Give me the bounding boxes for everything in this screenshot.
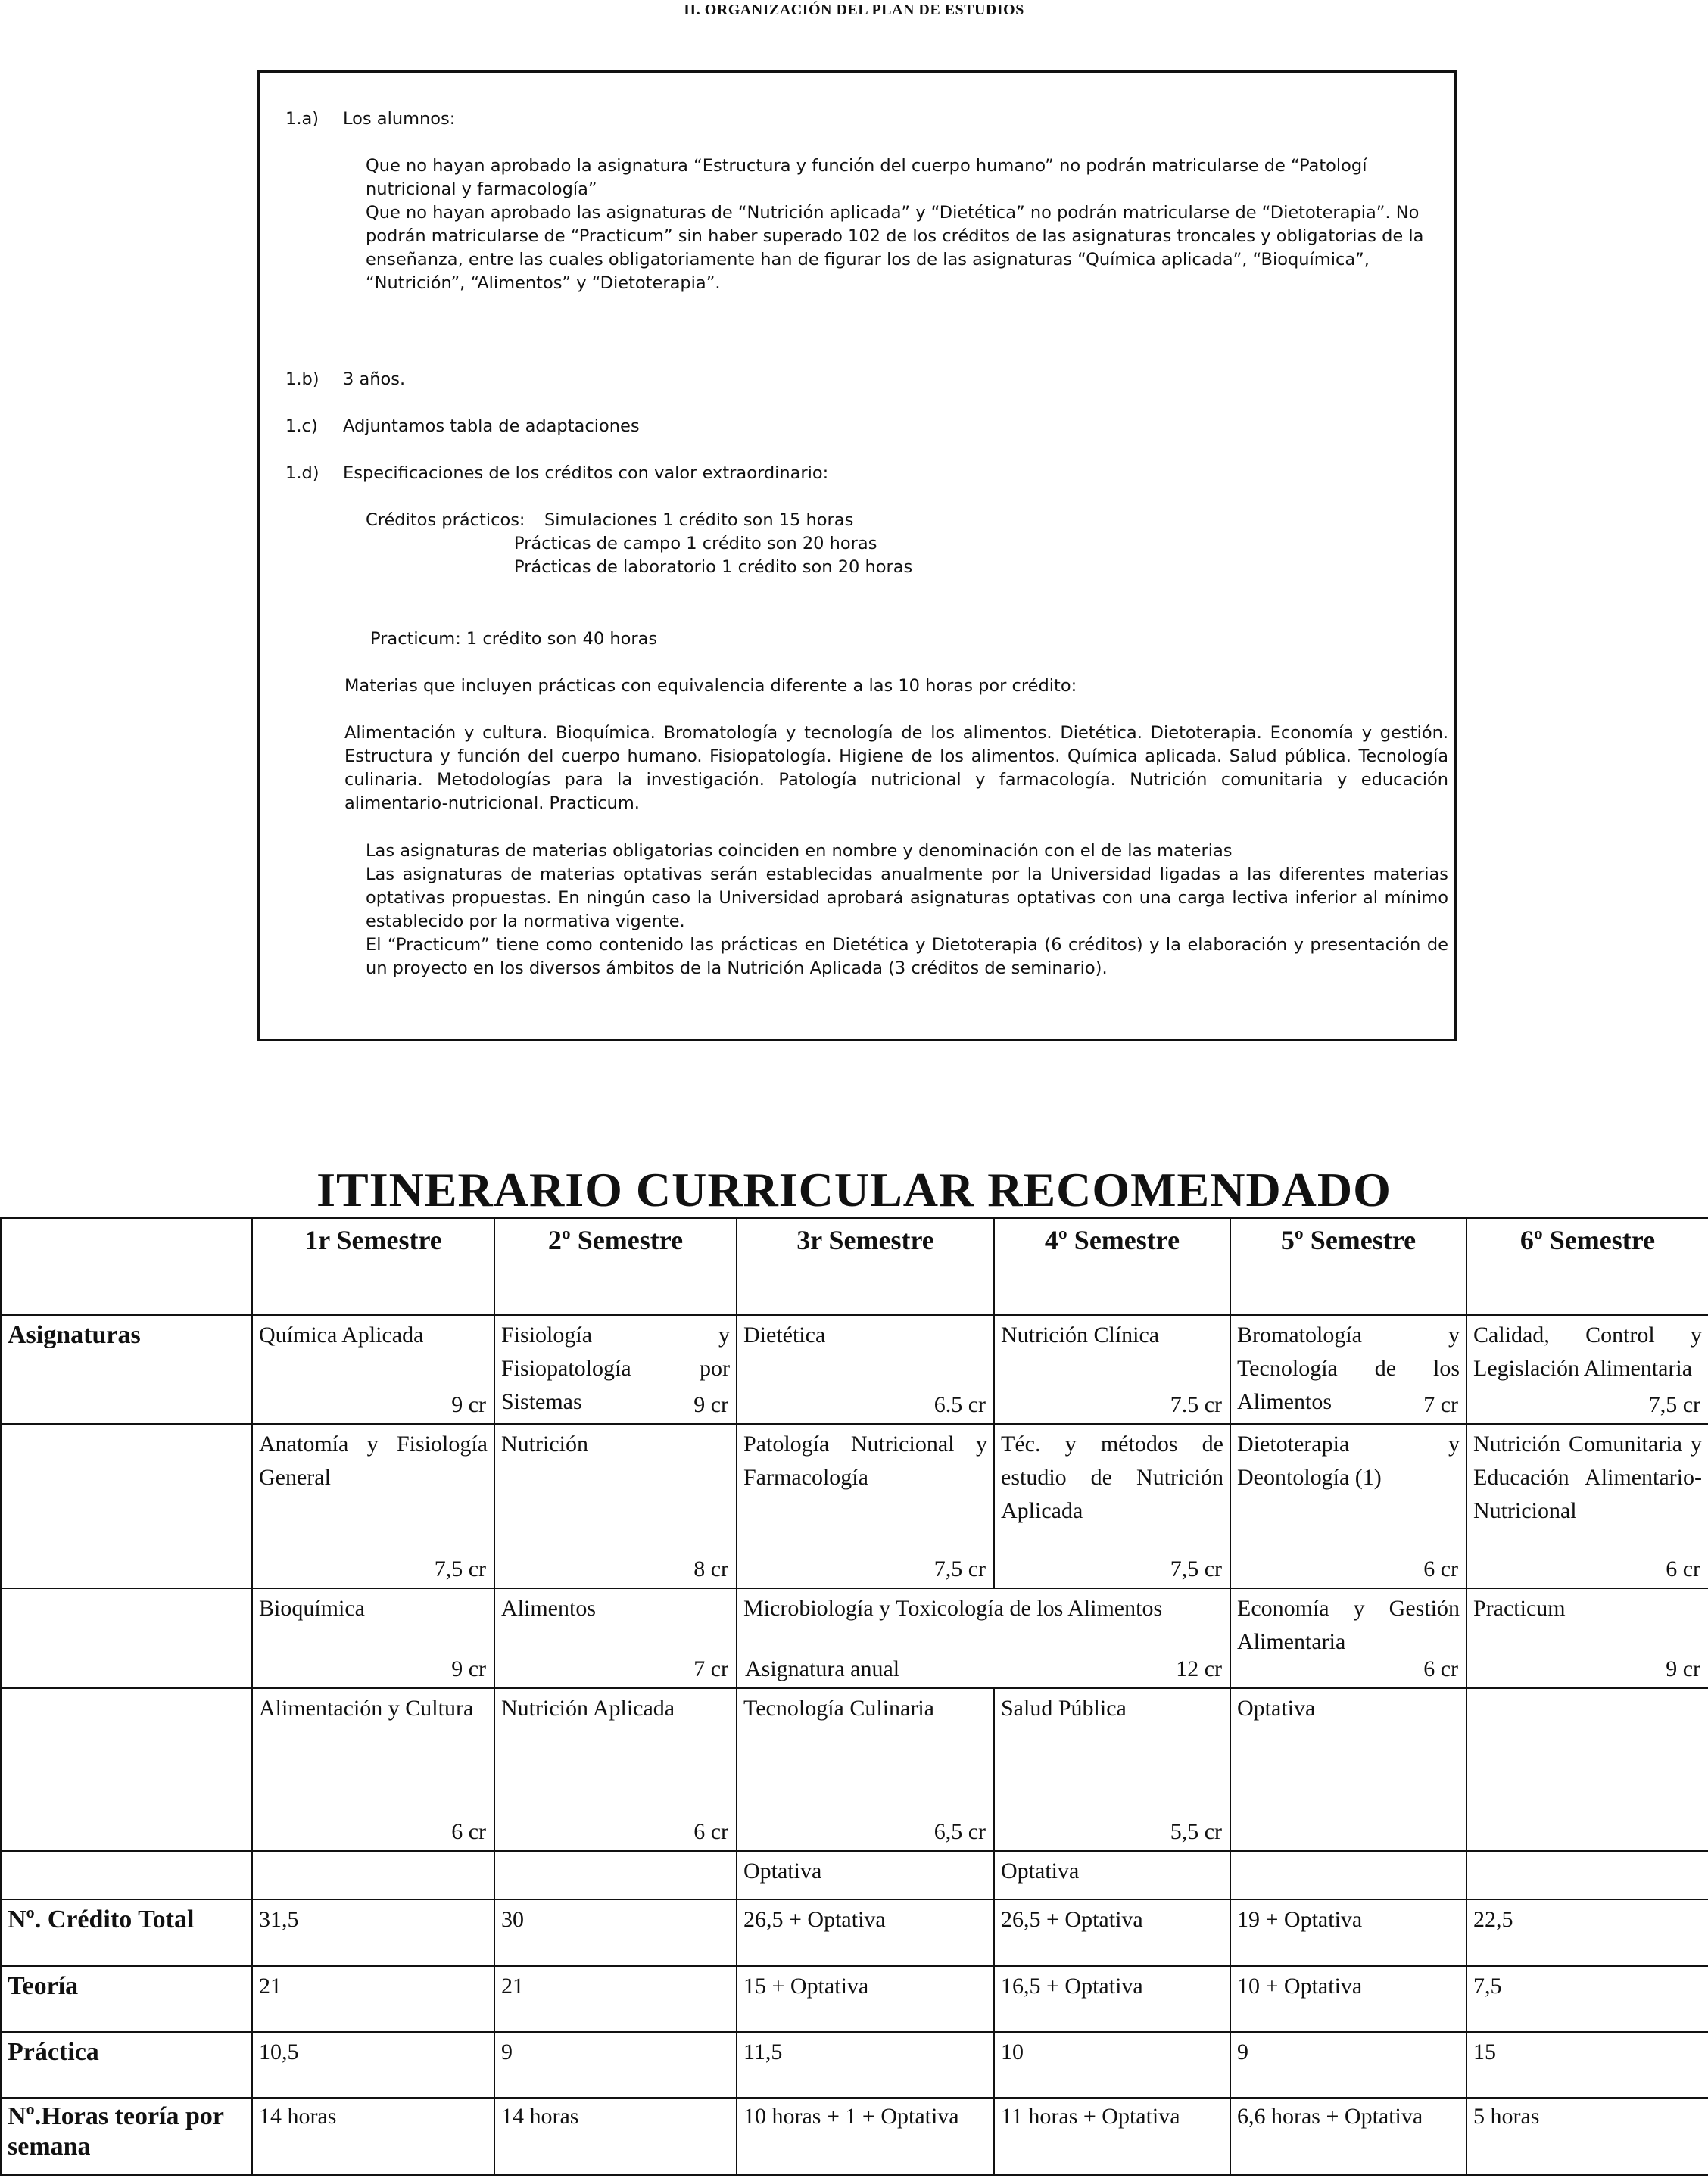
subject-credits: 6 cr <box>1423 1556 1458 1582</box>
annual-note: Asignatura anual <box>745 1656 900 1682</box>
final-line-2: Las asignaturas de materias optativas serán establecidas anualmente por la Universidad ligadas a las diferentes materias optativas propuestas. En ningún caso la Universidad aprobará asignaturas optativas con una carga lectiva inferior al mínimo establecido por la normativa vigente. <box>366 865 1448 931</box>
subject-credits: 6 cr <box>1423 1656 1458 1682</box>
optativa-row <box>1 1851 1708 1900</box>
subject-name: Optativa <box>1237 1696 1316 1722</box>
subject-credits: 9 cr <box>693 1391 728 1417</box>
subject-credits: 7,5 cr <box>933 1556 986 1582</box>
subject-credits: 9 cr <box>451 1656 486 1682</box>
subject-cell <box>1230 1588 1466 1688</box>
subjects-label: Asignaturas <box>1 1315 252 1424</box>
subject-credits: 6,5 cr <box>933 1818 986 1844</box>
subject-credits: 7.5 cr <box>1170 1391 1222 1417</box>
note-d-label: 1.d) <box>285 463 319 483</box>
subject-credits: 12 cr <box>1176 1656 1222 1682</box>
subject-row <box>1 1424 1708 1589</box>
semester-header-row <box>1 1218 1708 1315</box>
final-line-1: Las asignaturas de materias obligatorias coinciden en nombre y denominación con el de las materias <box>366 841 1233 861</box>
practicos-item-1: Simulaciones 1 crédito son 15 horas <box>544 510 854 530</box>
summary-row-horas <box>1 2098 1708 2175</box>
corner-cell <box>1 1218 252 1315</box>
summary-value: 10 horas + 1 + Optativa <box>737 2098 994 2175</box>
semester-header: 5º Semestre <box>1230 1218 1466 1315</box>
summary-value: 10 + Optativa <box>1230 1966 1466 2032</box>
subject-cell <box>252 1688 494 1851</box>
subject-cell <box>1466 1424 1708 1589</box>
summary-value: 14 horas <box>494 2098 737 2175</box>
subject-cell <box>1230 1424 1466 1589</box>
summary-value: 21 <box>252 1966 494 2032</box>
subject-row <box>1 1688 1708 1851</box>
summary-value: 15 + Optativa <box>737 1966 994 2032</box>
summary-value: 26,5 + Optativa <box>994 1899 1230 1965</box>
summary-value: 5 horas <box>1466 2098 1708 2175</box>
summary-value: 7,5 <box>1466 1966 1708 2032</box>
empty-label-cell <box>1 1424 252 1589</box>
summary-value: 11 horas + Optativa <box>994 2098 1230 2175</box>
optativa-cell: Optativa <box>737 1851 994 1900</box>
subject-credits: 6 cr <box>1666 1556 1700 1582</box>
final-line-3: El “Practicum” tiene como contenido las prácticas en Dietética y Dietoterapia (6 créditos) y la elaboración y presentación de un proyecto en los diversos ámbitos de la Nutrición Aplicada (3 créditos de seminario). <box>366 935 1448 978</box>
summary-value: 22,5 <box>1466 1899 1708 1965</box>
optativa-cell <box>1466 1851 1708 1900</box>
optativa-cell: Optativa <box>994 1851 1230 1900</box>
summary-label: Teoría <box>1 1966 252 2032</box>
summary-row-total <box>1 1899 1708 1965</box>
subject-credits: 5,5 cr <box>1170 1818 1222 1844</box>
subject-name: Calidad, Control y Legislación Alimentaria <box>1473 1323 1702 1381</box>
summary-value: 15 <box>1466 2032 1708 2098</box>
annual-subject-cell <box>737 1588 1230 1688</box>
note-c-text: Adjuntamos tabla de adaptaciones <box>343 416 640 436</box>
subject-credits: 7,5 cr <box>1170 1556 1222 1582</box>
curriculum-table <box>0 1217 1708 2176</box>
subject-credits: 6.5 cr <box>933 1391 986 1417</box>
subject-cell <box>737 1688 994 1851</box>
summary-value: 21 <box>494 1966 737 2032</box>
subject-cell <box>1466 1315 1708 1424</box>
summary-value: 26,5 + Optativa <box>737 1899 994 1965</box>
semester-header: 2º Semestre <box>494 1218 737 1315</box>
subject-cell <box>252 1588 494 1688</box>
subject-cell <box>737 1315 994 1424</box>
subject-cell <box>1466 1588 1708 1688</box>
note-b-label: 1.b) <box>285 369 319 389</box>
summary-label: Práctica <box>1 2032 252 2098</box>
subject-credits: 7 cr <box>1423 1391 1458 1417</box>
practicos-item-3: Prácticas de laboratorio 1 crédito son 20 horas <box>514 557 913 577</box>
subject-cell <box>494 1588 737 1688</box>
summary-value: 9 <box>494 2032 737 2098</box>
summary-value: 19 + Optativa <box>1230 1899 1466 1965</box>
semester-header: 3r Semestre <box>737 1218 994 1315</box>
subject-cell <box>1230 1315 1466 1424</box>
summary-value: 11,5 <box>737 2032 994 2098</box>
subject-credits: 7 cr <box>693 1656 728 1682</box>
summary-row-practica <box>1 2032 1708 2098</box>
note-a-line-1: Que no hayan aprobado la asignatura “Estructura y función del cuerpo humano” no podrán matricularse de “Patologí nutricional y farmacología” <box>366 156 1367 199</box>
subject-name: Economía y Gestión Alimentaria <box>1237 1596 1460 1655</box>
empty-label-cell <box>1 1851 252 1900</box>
subject-credits: 9 cr <box>1666 1656 1700 1682</box>
summary-value: 6,6 horas + Optativa <box>1230 2098 1466 2175</box>
summary-value: 14 horas <box>252 2098 494 2175</box>
summary-label: Nº. Crédito Total <box>1 1899 252 1965</box>
subject-name: Nutrición Clínica <box>1001 1323 1160 1348</box>
subject-cell <box>494 1424 737 1589</box>
practicum-note: Practicum: 1 crédito son 40 horas <box>370 629 658 649</box>
materias-intro: Materias que incluyen prácticas con equivalencia diferente a las 10 horas por crédito: <box>344 676 1077 696</box>
practicos-item-2: Prácticas de campo 1 crédito son 20 horas <box>514 534 877 553</box>
subject-name: Química Aplicada <box>259 1323 424 1348</box>
itinerary-title: ITINERARIO CURRICULAR RECOMENDADO <box>316 1163 1392 1217</box>
subject-credits: 6 cr <box>693 1818 728 1844</box>
subject-name: Salud Pública <box>1001 1696 1127 1722</box>
subject-credits: 8 cr <box>693 1556 728 1582</box>
optativa-cell <box>494 1851 737 1900</box>
empty-label-cell <box>1 1688 252 1851</box>
subject-name: Dietética <box>743 1323 826 1348</box>
subject-name: Dietoterapia y Deontología (1) <box>1237 1431 1460 1490</box>
subject-name: Nutrición Aplicada <box>501 1696 675 1722</box>
summary-value: 10,5 <box>252 2032 494 2098</box>
summary-row-teoria <box>1 1966 1708 2032</box>
subject-name: Bromatología y Tecnología de los Alimentos <box>1237 1323 1460 1414</box>
subject-name: Téc. y métodos de estudio de Nutrición Aplicada <box>1001 1431 1223 1523</box>
subject-name: Fisiología y Fisiopatología por Sistemas <box>501 1323 730 1414</box>
note-c-label: 1.c) <box>285 416 318 436</box>
subject-credits: 7,5 cr <box>434 1556 486 1582</box>
note-b-text: 3 años. <box>343 369 406 389</box>
semester-header: 1r Semestre <box>252 1218 494 1315</box>
subject-row <box>1 1588 1708 1688</box>
summary-value: 10 <box>994 2032 1230 2098</box>
note-a-label: 1.a) <box>285 109 319 129</box>
optativa-cell <box>252 1851 494 1900</box>
subject-credits: 9 cr <box>451 1391 486 1417</box>
empty-label-cell <box>1 1588 252 1688</box>
subject-credits: 7,5 cr <box>1648 1391 1700 1417</box>
subject-cell <box>1230 1688 1466 1851</box>
subject-cell <box>994 1315 1230 1424</box>
subject-cell <box>737 1424 994 1589</box>
materias-list: Alimentación y cultura. Bioquímica. Bromatología y tecnología de los alimentos. Dietética. Dietoterapia. Economía y gestión. Estructura y función del cuerpo humano. Fisiopatología. Higiene de los alimentos. Química aplicada. Salud pública. Tecnología culinaria. Metodologías para la investigación. Patología nutricional y farmacología. Nutrición comunitaria y educación alimentario-nutricional. Practicum. <box>344 723 1448 813</box>
practicos-label: Créditos prácticos: <box>366 510 525 530</box>
subject-name: Bioquímica <box>259 1596 365 1622</box>
page-header: II. ORGANIZACIÓN DEL PLAN DE ESTUDIOS <box>684 2 1024 18</box>
optativa-cell <box>1230 1851 1466 1900</box>
subject-name: Nutrición Comunitaria y Educación Alimentario-Nutricional <box>1473 1431 1702 1523</box>
subject-name: Alimentación y Cultura <box>259 1696 474 1722</box>
subject-cell <box>1466 1688 1708 1851</box>
subject-name: Tecnología Culinaria <box>743 1696 934 1722</box>
summary-value: 30 <box>494 1899 737 1965</box>
subject-name: Anatomía y Fisiología General <box>259 1431 488 1490</box>
subject-name: Nutrición <box>501 1431 588 1457</box>
subject-row <box>1 1315 1708 1424</box>
subject-cell <box>494 1688 737 1851</box>
summary-label: Nº.Horas teoría por semana <box>1 2098 252 2175</box>
subject-cell <box>252 1424 494 1589</box>
subject-credits: 6 cr <box>451 1818 486 1844</box>
subject-name: Microbiología y Toxicología de los Alimentos <box>743 1596 1163 1622</box>
note-a-line-2: Que no hayan aprobado las asignaturas de “Nutrición aplicada” y “Dietética” no podrán matricularse de “Dietoterapia”. No podrán matricularse de “Practicum” sin haber superado 102 de los créditos de las asignaturas troncales y obligatorias de la enseñanza, entre las cuales obligatoriamente han de figurar los de las asignaturas “Química aplicada”, “Bioquímica”, “Nutrición”, “Alimentos” y “Dietoterapia”. <box>366 203 1424 293</box>
subject-cell <box>994 1424 1230 1589</box>
subject-name: Alimentos <box>501 1596 596 1622</box>
summary-value: 9 <box>1230 2032 1466 2098</box>
subject-name: Patología Nutricional y Farmacología <box>743 1431 987 1490</box>
semester-header: 6º Semestre <box>1466 1218 1708 1315</box>
subject-cell <box>994 1688 1230 1851</box>
summary-value: 16,5 + Optativa <box>994 1966 1230 2032</box>
note-d-text: Especificaciones de los créditos con valor extraordinario: <box>343 463 829 483</box>
subject-cell <box>494 1315 737 1424</box>
semester-header: 4º Semestre <box>994 1218 1230 1315</box>
subject-name: Practicum <box>1473 1596 1566 1622</box>
note-a-title: Los alumnos: <box>343 109 456 129</box>
summary-value: 31,5 <box>252 1899 494 1965</box>
notes-box <box>257 70 1457 1041</box>
subject-cell <box>252 1315 494 1424</box>
